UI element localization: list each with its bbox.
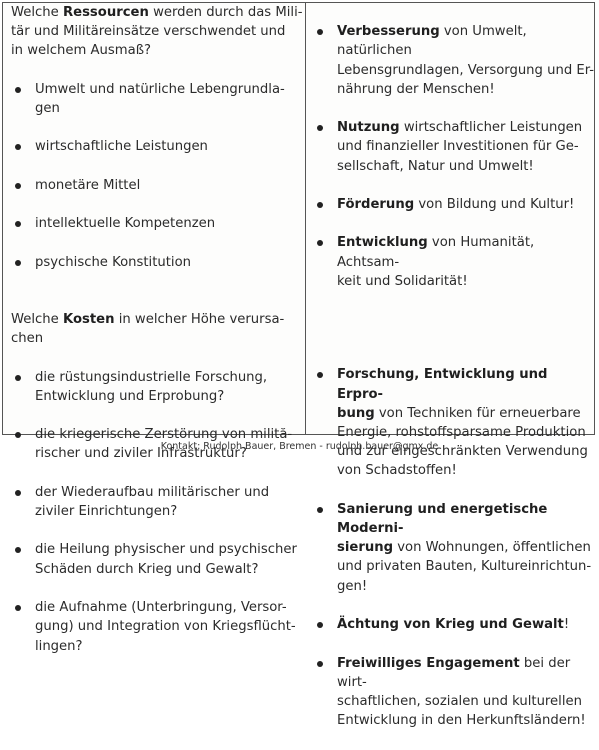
list-item: die Heilung physischer und psychischer Schäden durch Krieg und Gewalt?	[11, 540, 303, 578]
item-text: bei der wirt- schaftlichen, sozialen und kulturellen Entwicklung in den Herkunftsländern!	[337, 655, 586, 729]
spacer	[313, 310, 596, 346]
item-text: von Wohnungen, öffentlichen und privaten Bauten, Kultureinrichtun- gen!	[337, 540, 592, 594]
q1-pre: Welche	[11, 5, 63, 20]
list-item: intellektuelle Kompetenzen	[11, 214, 303, 233]
item-bold: Ächtung von Krieg und Gewalt	[337, 617, 564, 633]
list-item	[313, 118, 596, 176]
item-bold: Förderung	[337, 197, 415, 213]
item-text: von Humanität, Achtsam- keit und Solidarität!	[337, 235, 535, 289]
list-item	[313, 615, 596, 634]
contact-footer: Kontakt: Rudolph Bauer, Bremen - rudolph.bauer@gmx.de	[160, 441, 439, 452]
list-item: die rüstungsindustrielle Forschung, Entwicklung und Erprobung?	[11, 368, 303, 406]
list-item: die Aufnahme (Unterbringung, Versor- gung) und Integration von Kriegsflücht- lingen?	[11, 598, 303, 656]
item-text: von Bildung und Kultur!	[414, 197, 575, 213]
list-item: der Wiederaufbau militärischer und ziviler Einrichtungen?	[11, 483, 303, 521]
demands-list-2	[313, 346, 596, 749]
list-item: Umwelt und natürliche Lebengrundla- gen	[11, 80, 303, 118]
item-bold: Entwicklung	[337, 235, 428, 251]
q2-post: in welcher Höhe verursa- chen	[11, 312, 285, 347]
left-column	[11, 3, 303, 675]
item-bold: Verbesserung	[337, 24, 440, 40]
spacer	[11, 291, 303, 310]
list-item: die kriegerische Zerstörung von milită- rischer und ziviler Infrastruktur?	[11, 425, 303, 463]
item-text: von Umwelt, natürlichen Lebensgrundlagen, Versorgung und Er- nährung der Menschen!	[337, 24, 595, 97]
list-item	[313, 365, 596, 480]
demands-list-1	[313, 3, 596, 310]
question-costs	[11, 310, 303, 348]
column-divider	[305, 3, 306, 434]
list-item	[313, 654, 596, 731]
list-item: wirtschaftliche Leistungen	[11, 137, 303, 156]
item-bold: Freiwilliges Engagement	[337, 655, 520, 671]
item-text: wirtschaftlicher Leistungen und finanzieller Investitionen für Ge- sellschaft, Natur und Umwelt!	[337, 120, 583, 174]
item-bold: Sanierung und energetische Moderni- sierung	[337, 501, 548, 556]
list-item	[313, 195, 596, 214]
right-column	[313, 3, 596, 750]
q2-bold: Kosten	[62, 312, 115, 328]
q2-pre: Welche	[11, 312, 63, 328]
list-item: psychische Konstitution	[11, 253, 303, 272]
list-item	[313, 500, 596, 596]
item-bold: Forschung, Entwicklung und Erpro- bung	[337, 367, 548, 421]
list-item	[313, 233, 596, 291]
item-text: !	[563, 617, 570, 633]
q1-post: werden durch das Mili- tär und Militäreinsätze verschwendet und in welchem Ausmaß?	[11, 5, 303, 59]
list-item	[313, 22, 596, 99]
item-bold: Nutzung	[337, 120, 400, 136]
question-resources	[11, 3, 303, 61]
item-text: von Techniken für erneuerbare Energie, rohstoffsparsame Produktion und zur eingeschränkten Verwendung von Schadstoffen!	[337, 405, 588, 479]
list-item: monetäre Mittel	[11, 176, 303, 195]
costs-list	[11, 348, 303, 674]
q1-bold: Ressourcen	[62, 5, 149, 20]
resources-list	[11, 61, 303, 291]
